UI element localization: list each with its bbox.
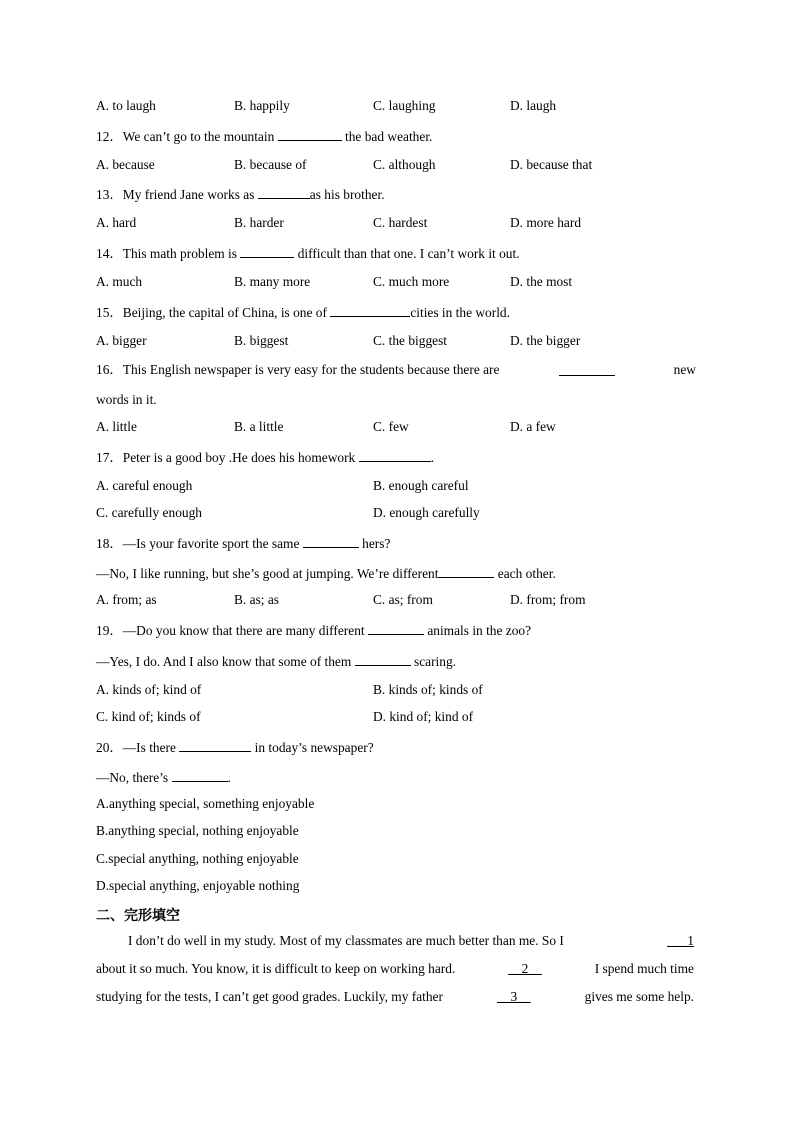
q11-option-b: B. happily bbox=[234, 98, 290, 113]
q15-blank[interactable] bbox=[330, 302, 410, 317]
q17-option-c: C. carefully enough bbox=[96, 505, 202, 520]
q15-options bbox=[96, 332, 696, 350]
q12-text-after: the bad weather. bbox=[345, 129, 433, 144]
q16-stem-cont: words in it. bbox=[96, 392, 157, 407]
q15-option-d: D. the bigger bbox=[510, 333, 581, 348]
q17-text-after: . bbox=[430, 450, 434, 465]
passage-line-3-text-b: gives me some help. bbox=[584, 989, 694, 1004]
q20-option-a: A.anything special, something enjoyable bbox=[96, 796, 315, 811]
q11-option-a: A. to laugh bbox=[96, 98, 156, 113]
q19-option-d: D. kind of; kind of bbox=[373, 709, 474, 724]
q13-option-b: B. harder bbox=[234, 215, 284, 230]
q20-stem-line1 bbox=[96, 737, 374, 757]
q20-option-d: D.special anything, enjoyable nothing bbox=[96, 878, 300, 893]
q14-options bbox=[96, 273, 696, 291]
q19-option-b: B. kinds of; kinds of bbox=[373, 682, 483, 697]
q19-options-row1 bbox=[96, 681, 696, 699]
q19-line2-after: scaring. bbox=[414, 654, 457, 669]
q20-line1-after: in today’s newspaper? bbox=[254, 740, 374, 755]
q16-blank[interactable] bbox=[559, 361, 615, 376]
q14-blank[interactable] bbox=[240, 243, 294, 258]
q20-blank-2[interactable] bbox=[172, 767, 228, 782]
q20-line2-before: —No, there’s bbox=[96, 770, 169, 785]
q18-option-a: A. from; as bbox=[96, 592, 157, 607]
q13-stem bbox=[96, 184, 385, 204]
q19-line1-after: animals in the zoo? bbox=[427, 623, 532, 638]
q13-text-after: as his brother. bbox=[309, 187, 385, 202]
q19-line1-before: 19．—Do you know that there are many different bbox=[96, 623, 365, 638]
q12-option-c: C. although bbox=[373, 157, 436, 172]
q14-option-c: C. much more bbox=[373, 274, 450, 289]
q20-stem-line2 bbox=[96, 767, 231, 787]
passage-line-3 bbox=[96, 988, 694, 1006]
q18-stem-line1 bbox=[96, 533, 390, 553]
q17-options-row1 bbox=[96, 477, 696, 495]
q17-option-a: A. careful enough bbox=[96, 478, 193, 493]
q13-option-a: A. hard bbox=[96, 215, 137, 230]
q16-stem bbox=[96, 361, 696, 379]
q20-option-b: B.anything special, nothing enjoyable bbox=[96, 823, 299, 838]
q15-text-after: cities in the world. bbox=[410, 305, 510, 320]
q19-options-row2 bbox=[96, 708, 696, 726]
q17-blank[interactable] bbox=[359, 447, 431, 462]
q18-line1-before: 18．—Is your favorite sport the same bbox=[96, 536, 300, 551]
q15-stem bbox=[96, 302, 510, 322]
q20-option-c: C.special anything, nothing enjoyable bbox=[96, 851, 299, 866]
q13-option-d: D. more hard bbox=[510, 215, 582, 230]
q20-line2-after: . bbox=[227, 770, 231, 785]
q19-stem-line1 bbox=[96, 620, 531, 640]
section-heading: 二、完形填空 bbox=[96, 908, 180, 924]
q16-text-after: new bbox=[673, 362, 696, 377]
passage-line-2 bbox=[96, 960, 694, 978]
q13-option-c: C. hardest bbox=[373, 215, 428, 230]
passage-blank-2[interactable]: __2__ bbox=[508, 961, 542, 976]
q12-options bbox=[96, 156, 696, 174]
passage-line-1-text: I don’t do well in my study. Most of my classmates are much better than me. So I bbox=[128, 933, 564, 948]
q12-stem bbox=[96, 126, 432, 146]
q16-option-c: C. few bbox=[373, 419, 409, 434]
passage-line-2-text-a: about it so much. You know, it is difficult to keep on working hard. bbox=[96, 961, 456, 976]
q17-options-row2 bbox=[96, 504, 696, 522]
q12-option-a: A. because bbox=[96, 157, 155, 172]
q12-text-before: 12．We can’t go to the mountain bbox=[96, 129, 275, 144]
q19-blank-1[interactable] bbox=[368, 620, 424, 635]
q20-blank-1[interactable] bbox=[179, 737, 251, 752]
q17-option-b: B. enough careful bbox=[373, 478, 469, 493]
q15-option-c: C. the biggest bbox=[373, 333, 448, 348]
q16-option-d: D. a few bbox=[510, 419, 556, 434]
q16-option-a: A. little bbox=[96, 419, 137, 434]
q14-option-a: A. much bbox=[96, 274, 143, 289]
passage-line-3-text-a: studying for the tests, I can’t get good grades. Luckily, my father bbox=[96, 989, 443, 1004]
q15-text-before: 15．Beijing, the capital of China, is one of bbox=[96, 305, 327, 320]
q16-option-b: B. a little bbox=[234, 419, 284, 434]
q13-options bbox=[96, 214, 696, 232]
q18-option-c: C. as; from bbox=[373, 592, 433, 607]
q11-options bbox=[96, 97, 696, 115]
q18-option-d: D. from; from bbox=[510, 592, 586, 607]
q19-line2-before: —Yes, I do. And I also know that some of them bbox=[96, 654, 352, 669]
q20-line1-before: 20．—Is there bbox=[96, 740, 176, 755]
q13-blank[interactable] bbox=[258, 184, 310, 199]
q18-blank-1[interactable] bbox=[303, 533, 359, 548]
q18-line2-before: —No, I like running, but she’s good at jumping. We’re different bbox=[96, 566, 439, 581]
q11-option-c: C. laughing bbox=[373, 98, 436, 113]
q14-text-before: 14．This math problem is bbox=[96, 246, 237, 261]
q14-option-b: B. many more bbox=[234, 274, 311, 289]
q18-line2-after: each other. bbox=[497, 566, 556, 581]
q18-options bbox=[96, 591, 696, 609]
q11-option-d: D. laugh bbox=[510, 98, 557, 113]
passage-line-1 bbox=[128, 932, 694, 950]
q17-text-before: 17．Peter is a good boy .He does his homework bbox=[96, 450, 356, 465]
q19-option-a: A. kinds of; kind of bbox=[96, 682, 202, 697]
q18-stem-line2 bbox=[96, 563, 556, 583]
q15-option-b: B. biggest bbox=[234, 333, 289, 348]
q13-text-before: 13．My friend Jane works as bbox=[96, 187, 255, 202]
q17-option-d: D. enough carefully bbox=[373, 505, 480, 520]
q18-blank-2[interactable] bbox=[438, 563, 494, 578]
q14-option-d: D. the most bbox=[510, 274, 573, 289]
passage-blank-1[interactable]: ___1 bbox=[667, 933, 694, 948]
q19-option-c: C. kind of; kinds of bbox=[96, 709, 201, 724]
passage-blank-3[interactable]: __3__ bbox=[497, 989, 531, 1004]
q18-line1-after: hers? bbox=[362, 536, 391, 551]
q16-options bbox=[96, 418, 696, 436]
q19-blank-2[interactable] bbox=[355, 651, 411, 666]
q12-option-d: D. because that bbox=[510, 157, 593, 172]
passage-line-2-text-b: I spend much time bbox=[594, 961, 694, 976]
q12-blank[interactable] bbox=[278, 126, 342, 141]
q17-stem bbox=[96, 447, 434, 467]
q12-option-b: B. because of bbox=[234, 157, 307, 172]
q18-option-b: B. as; as bbox=[234, 592, 280, 607]
q19-stem-line2 bbox=[96, 651, 456, 671]
q15-option-a: A. bigger bbox=[96, 333, 147, 348]
q14-text-after: difficult than that one. I can’t work it out. bbox=[297, 246, 520, 261]
q16-text-before: 16．This English newspaper is very easy for the students because there are bbox=[96, 362, 500, 377]
q14-stem bbox=[96, 243, 520, 263]
